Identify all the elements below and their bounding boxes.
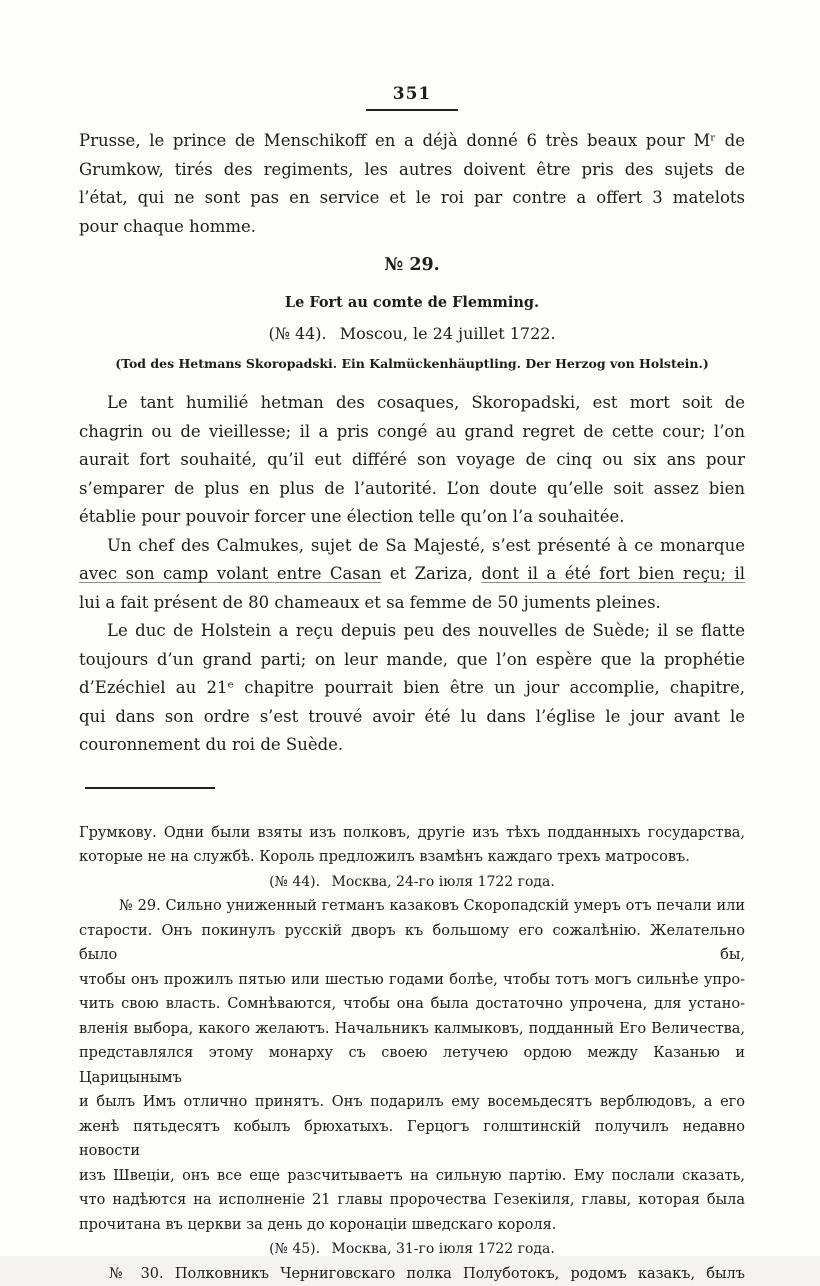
text-line: lui a fait présent de 80 chameaux et sa femme de 50 juments pleines.	[79, 589, 745, 618]
text-line: прочитана въ церкви за день до коронаціи шведскаго короля.	[79, 1213, 745, 1238]
text-line: вленія выбора, какого желаютъ. Начальникъ калмыковъ, подданный Его Величества,	[79, 1017, 745, 1042]
page-number-rule	[366, 109, 458, 111]
text-line: chagrin ou de vieillesse; il a pris congé au grand regret de cette cour; l’on	[79, 418, 745, 447]
text-line: établie pour pouvoir forcer une élection telle qu’on l’a souhaitée.	[79, 503, 745, 532]
text-line: чить свою власть. Сомнѣваются, чтобы она была достаточно упрочена, для устано-	[79, 992, 745, 1017]
french-paragraph-3	[79, 617, 745, 760]
text-block	[79, 84, 745, 1286]
text-line: l’état, qui ne sont pas en service et le roi par contre a offert 3 matelots	[79, 184, 745, 213]
text-line: и былъ Имъ отлично принятъ. Онъ подарилъ ему восемьдесятъ верблюдовъ, а его	[79, 1090, 745, 1115]
text-line: couronnement du roi de Suède.	[79, 731, 745, 760]
footnote-dateline-45: (№ 45). Москва, 31-го іюля 1722 года.	[79, 1237, 745, 1262]
french-paragraph-2	[79, 532, 745, 618]
text-line: представлялся этому монарху съ своею летучею ордою между Казанью и Царицынымъ	[79, 1041, 745, 1090]
text-line: № 30. Полковникъ Черниговскаго полка Полуботокъ, родомъ казакъ, былъ	[79, 1262, 745, 1286]
underline-artifact: dont il a été fort bien reçu; il	[481, 564, 745, 583]
footnote-dateline-44: (№ 44). Москва, 24-го іюля 1722 года.	[79, 870, 745, 895]
document-summary-german: (Tod des Hetmans Skoropadski. Ein Kalmückenhäuptling. Der Herzog von Holstein.)	[79, 356, 745, 372]
page-number: 351	[79, 84, 745, 104]
document-number-heading: № 29.	[79, 253, 745, 277]
text-line: Грумкову. Одни были взяты изъ полковъ, другіе изъ тѣхъ подданныхъ государства,	[79, 821, 745, 846]
document-dateline: (№ 44). Moscou, le 24 juillet 1722.	[79, 323, 745, 344]
text-line: Prusse, le prince de Menschikoff en a déjà donné 6 très beaux pour Mʳ de	[79, 127, 745, 156]
text-line: Le duc de Holstein a reçu depuis peu des nouvelles de Suède; il se flatte	[79, 617, 745, 646]
french-continuation-paragraph	[79, 127, 745, 241]
text-line: № 29. Сильно униженный гетманъ казаковъ Скоропадскій умеръ отъ печали или	[79, 894, 745, 919]
footnote-continuation-paragraph	[79, 821, 745, 870]
text-line: женѣ пятьдесятъ кобылъ брюхатыхъ. Герцогъ голштинскій получилъ недавно новости	[79, 1115, 745, 1164]
underline-artifact: avec son camp volant entre Casan	[79, 564, 381, 583]
text-line: старости. Онъ покинулъ русскій дворъ къ большому его сожалѣнію. Желательно было бы,	[79, 919, 745, 968]
text-line: s’emparer de plus en plus de l’autorité. L’on doute qu’elle soit assez bien	[79, 475, 745, 504]
document-title: Le Fort au comte de Flemming.	[79, 294, 745, 312]
text-line: Grumkow, tirés des regiments, les autres doivent être pris des sujets de	[79, 156, 745, 185]
text-line: которые не на службѣ. Король предложилъ взамѣнъ каждаго трехъ матросовъ.	[79, 845, 745, 870]
text-line	[79, 560, 745, 589]
text-segment: et Zariza,	[381, 564, 481, 583]
text-line: d’Ezéchiel au 21ᵉ chapitre pourrait bien être un jour accomplie, chapitre,	[79, 674, 745, 703]
text-line: изъ Швеціи, онъ все еще разсчитываетъ на сильную партію. Ему послали сказать,	[79, 1164, 745, 1189]
text-line: чтобы онъ прожилъ пятью или шестью годами болѣе, чтобы тотъ могъ сильнѣе упро-	[79, 968, 745, 993]
footnote-separator-rule	[85, 787, 215, 789]
text-line: Le tant humilié hetman des cosaques, Skoropadski, est mort soit de	[79, 389, 745, 418]
text-line: Un chef des Calmukes, sujet de Sa Majesté, s’est présenté à ce monarque	[79, 532, 745, 561]
footnote-paragraph-30	[79, 1262, 745, 1286]
text-line: что надѣются на исполненіе 21 главы пророчества Гезекіиля, главы, которая была	[79, 1188, 745, 1213]
french-paragraph-1	[79, 389, 745, 532]
footnote-paragraph-29	[79, 894, 745, 1237]
text-line: qui dans son ordre s’est trouvé avoir été lu dans l’église le jour avant le	[79, 703, 745, 732]
footnote-section	[79, 821, 745, 1286]
text-line: pour chaque homme.	[79, 213, 745, 242]
text-line: aurait fort souhaité, qu’il eut différé son voyage de cinq ou six ans pour	[79, 446, 745, 475]
text-line: toujours d’un grand parti; on leur mande, que l’on espère que la prophétie	[79, 646, 745, 675]
